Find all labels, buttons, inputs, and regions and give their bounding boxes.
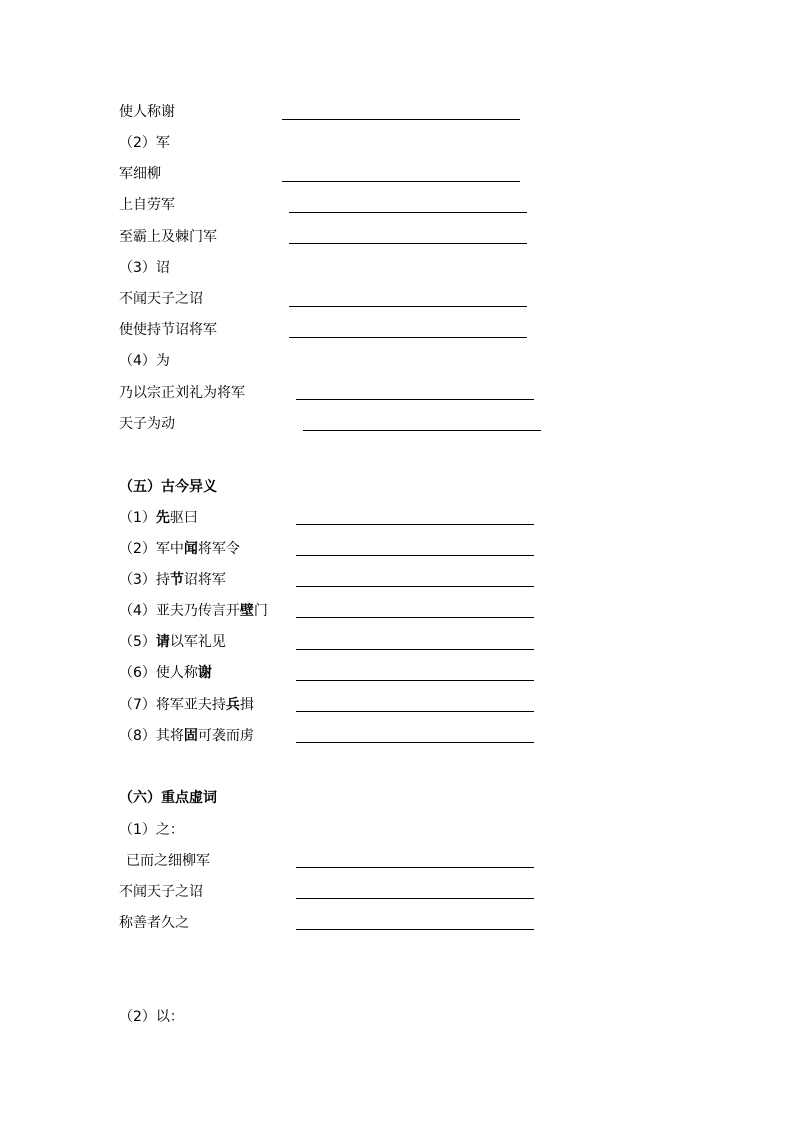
entry-text: 乃以宗正刘礼为将军 bbox=[119, 385, 245, 401]
answer-blank[interactable] bbox=[289, 306, 527, 307]
entry-suffix: 以军礼见 bbox=[169, 634, 226, 650]
answer-blank[interactable] bbox=[282, 119, 520, 120]
subheading-row bbox=[0, 133, 794, 153]
entry-text: 上自劳军 bbox=[119, 197, 175, 213]
section-heading: （六）重点虚词 bbox=[119, 790, 217, 806]
answer-blank[interactable] bbox=[296, 617, 534, 618]
key-character: 兵 bbox=[225, 697, 240, 713]
answer-blank[interactable] bbox=[296, 524, 534, 525]
entry-row bbox=[0, 164, 794, 184]
entry-prefix: （3）持 bbox=[119, 572, 170, 588]
key-character: 谢 bbox=[197, 665, 212, 681]
entry-row bbox=[0, 882, 794, 902]
subheading-row bbox=[0, 351, 794, 371]
answer-blank[interactable] bbox=[289, 337, 527, 338]
answer-blank[interactable] bbox=[289, 212, 527, 213]
answer-blank[interactable] bbox=[296, 711, 534, 712]
entry-row bbox=[0, 289, 794, 309]
section-heading: （五）古今异义 bbox=[119, 479, 217, 495]
entry-text: 不闻天子之诏 bbox=[119, 291, 203, 307]
entry-suffix: 可袭而虏 bbox=[197, 728, 254, 744]
entry-row bbox=[0, 383, 794, 403]
entry-text bbox=[119, 570, 226, 590]
entry-text: 已而之细柳军 bbox=[126, 853, 210, 869]
answer-blank[interactable] bbox=[296, 867, 534, 868]
answer-blank[interactable] bbox=[296, 555, 534, 556]
answer-blank[interactable] bbox=[289, 243, 527, 244]
answer-blank[interactable] bbox=[296, 742, 534, 743]
entry-row bbox=[0, 414, 794, 434]
entry-row bbox=[0, 227, 794, 247]
answer-blank[interactable] bbox=[303, 430, 541, 431]
subheading-text: （2）以： bbox=[119, 1009, 184, 1025]
subheading-row bbox=[0, 258, 794, 278]
entry-prefix: （7）将军亚夫持 bbox=[119, 697, 226, 713]
entry-row bbox=[0, 508, 794, 528]
answer-blank[interactable] bbox=[296, 680, 534, 681]
entry-prefix: （2）军中 bbox=[119, 541, 184, 557]
key-character: 闻 bbox=[183, 541, 198, 557]
entry-suffix: 门 bbox=[253, 603, 268, 619]
subheading-text: （4）为 bbox=[119, 353, 170, 369]
entry-row bbox=[0, 539, 794, 559]
answer-blank[interactable] bbox=[296, 929, 534, 930]
answer-blank[interactable] bbox=[296, 586, 534, 587]
answer-blank[interactable] bbox=[296, 898, 534, 899]
entry-suffix: 揖 bbox=[239, 697, 254, 713]
entry-text bbox=[119, 695, 254, 715]
entry-text bbox=[119, 632, 226, 652]
entry-text: 使人称谢 bbox=[119, 104, 175, 120]
key-character: 先 bbox=[155, 510, 170, 526]
entry-row bbox=[0, 913, 794, 933]
entry-text bbox=[119, 601, 268, 621]
entry-row bbox=[0, 570, 794, 590]
entry-suffix: 诏将军 bbox=[183, 572, 226, 588]
entry-row bbox=[0, 601, 794, 621]
entry-suffix: 驱曰 bbox=[169, 510, 198, 526]
section-heading-row bbox=[0, 477, 794, 497]
key-character: 请 bbox=[155, 634, 170, 650]
entry-row bbox=[0, 695, 794, 715]
subheading-row bbox=[0, 1007, 794, 1027]
entry-prefix: （1） bbox=[119, 510, 156, 526]
entry-prefix: （4）亚夫乃传言开 bbox=[119, 603, 240, 619]
entry-text: 天子为动 bbox=[119, 416, 175, 432]
subheading-row bbox=[0, 820, 794, 840]
entry-text bbox=[119, 663, 212, 683]
entry-text bbox=[119, 726, 254, 746]
entry-row bbox=[0, 632, 794, 652]
entry-text: 军细柳 bbox=[119, 166, 161, 182]
entry-prefix: （8）其将 bbox=[119, 728, 184, 744]
subheading-text: （2）军 bbox=[119, 135, 170, 151]
answer-blank[interactable] bbox=[296, 649, 534, 650]
entry-prefix: （6）使人称 bbox=[119, 665, 198, 681]
entry-row bbox=[0, 663, 794, 683]
key-character: 壁 bbox=[239, 603, 254, 619]
entry-text: 不闻天子之诏 bbox=[119, 884, 203, 900]
entry-suffix: 将军令 bbox=[197, 541, 240, 557]
subheading-text: （1）之： bbox=[119, 822, 184, 838]
key-character: 节 bbox=[169, 572, 184, 588]
entry-text bbox=[119, 539, 240, 559]
entry-text: 使使持节诏将军 bbox=[119, 322, 217, 338]
section-heading-row bbox=[0, 788, 794, 808]
entry-text: 至霸上及棘门军 bbox=[119, 229, 217, 245]
entry-row bbox=[0, 102, 794, 122]
entry-row bbox=[0, 726, 794, 746]
entry-prefix: （5） bbox=[119, 634, 156, 650]
answer-blank[interactable] bbox=[296, 399, 534, 400]
key-character: 固 bbox=[183, 728, 198, 744]
entry-row bbox=[0, 320, 794, 340]
answer-blank[interactable] bbox=[282, 181, 520, 182]
entry-text bbox=[119, 508, 198, 528]
subheading-text: （3）诏 bbox=[119, 260, 170, 276]
entry-text: 称善者久之 bbox=[119, 915, 189, 931]
entry-row bbox=[0, 851, 794, 871]
entry-row bbox=[0, 195, 794, 215]
